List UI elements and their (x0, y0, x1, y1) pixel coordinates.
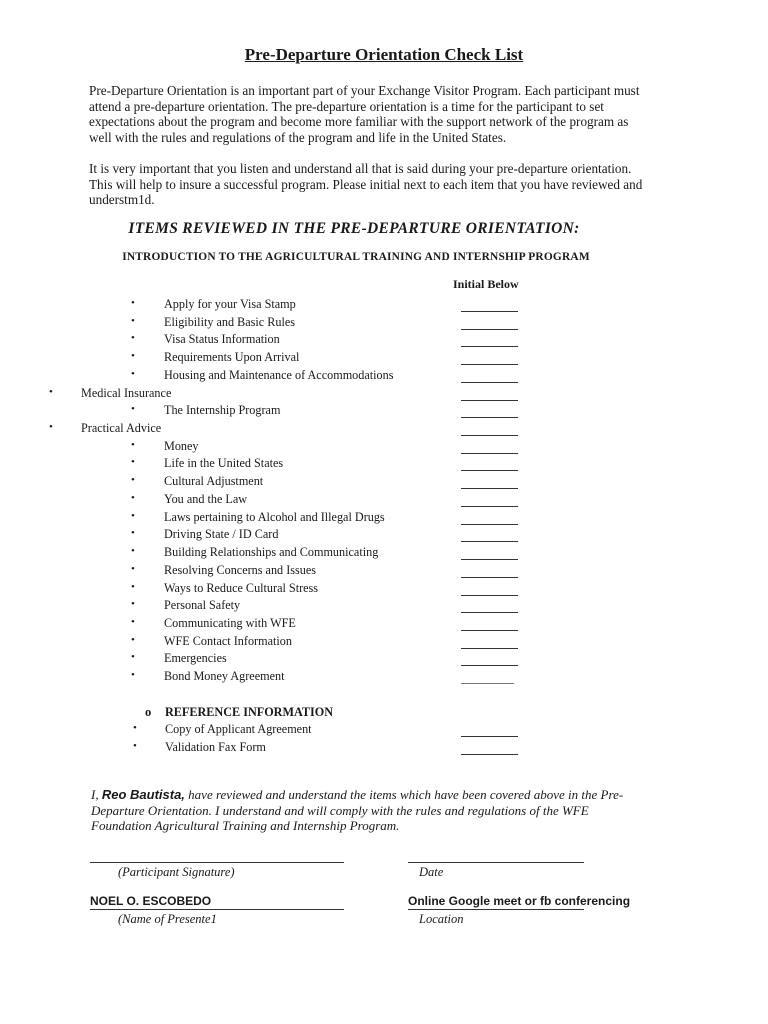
checklist-item-building-relationships-and-communicating (0, 545, 768, 562)
checklist-item-label: Cultural Adjustment (164, 474, 264, 488)
checklist-item-copy-of-applicant-agreement (0, 722, 768, 739)
page-title: Pre-Departure Orientation Check List (244, 45, 524, 64)
checklist-item-label: Copy of Applicant Agreement (165, 722, 312, 736)
checklist-item-eligibility-and-basic-rules (0, 315, 768, 332)
checklist-item-validation-fax-form (0, 740, 768, 757)
initial-line[interactable] (461, 488, 518, 489)
initial-line[interactable] (461, 648, 518, 649)
bullet-icon: • (131, 332, 135, 344)
checklist-item-label: Building Relationships and Communicating (164, 545, 379, 559)
checklist-item-resolving-concerns-and-issues (0, 563, 768, 580)
initial-line[interactable] (461, 382, 518, 383)
checklist-item-label: Eligibility and Basic Rules (164, 315, 296, 329)
bullet-icon: • (131, 474, 135, 486)
checklist-item-label: The Internship Program (164, 403, 281, 417)
participant-signature-line[interactable] (90, 862, 344, 863)
initial-line[interactable] (461, 524, 518, 525)
checklist-item-medical-insurance (0, 386, 768, 403)
bullet-icon: • (131, 368, 135, 380)
bullet-icon: • (131, 350, 135, 362)
initial-line[interactable] (461, 683, 514, 684)
bullet-icon: • (131, 439, 135, 451)
checklist-item-label: Emergencies (164, 651, 227, 665)
initial-line[interactable] (461, 754, 518, 755)
initial-line[interactable] (461, 400, 518, 401)
checklist-item-visa-status-information (0, 332, 768, 349)
bullet-icon: • (133, 722, 137, 734)
bullet-icon: • (131, 456, 135, 468)
initial-line[interactable] (461, 311, 518, 312)
checklist-item-requirements-upon-arrival (0, 350, 768, 367)
intro-paragraph-1: Pre-Departure Orientation is an important part of your Exchange Visitor Program. Each participant must attend a pre-departure orientation. The pre-departure orientation is a time for the participant to set expectations about the program and become more familiar with the support network of the program as well with the rules and regulations of the program and life in the United States. (89, 83, 640, 145)
checklist-item-the-internship-program (0, 403, 768, 420)
checklist-item-label: Personal Safety (164, 598, 241, 612)
checklist-item-label: Housing and Maintenance of Accommodations (164, 368, 394, 382)
bullet-icon: • (131, 616, 135, 628)
checklist-item-cultural-adjustment (0, 474, 768, 491)
initial-line[interactable] (461, 559, 518, 560)
participant-name: Reo Bautista, (101, 787, 185, 802)
bullet-icon: • (131, 315, 135, 327)
checklist-item-wfe-contact-information (0, 634, 768, 651)
bullet-icon: • (49, 421, 53, 433)
initial-line[interactable] (461, 665, 518, 666)
checklist-item-label: Life in the United States (164, 456, 284, 470)
checklist-item-emergencies (0, 651, 768, 668)
bullet-icon: • (49, 386, 53, 398)
presenter-name: NOEL O. ESCOBEDO (90, 894, 212, 908)
reference-heading-row (0, 705, 768, 722)
intro-paragraph-2: It is very important that you listen and understand all that is said during your pre-departure orientation. This will help to insure a successful program. Please initial next to each item that you have reviewed and understm1d. (89, 161, 643, 208)
checklist-item-label: Resolving Concerns and Issues (164, 563, 316, 577)
location-label: Location (419, 912, 464, 926)
checklist-item-label: Laws pertaining to Alcohol and Illegal Drugs (164, 510, 385, 524)
initial-line[interactable] (461, 736, 518, 737)
checklist-item-label: Apply for your Visa Stamp (164, 297, 296, 311)
acknowledgement-statement (91, 787, 651, 834)
location-value: Online Google meet or fb conferencing (408, 894, 631, 908)
bullet-icon: • (131, 297, 135, 309)
statement-prefix: I, (91, 787, 99, 802)
bullet-icon: • (133, 740, 137, 752)
checklist-item-life-in-the-united-states (0, 456, 768, 473)
checklist-item-ways-to-reduce-cultural-stress (0, 581, 768, 598)
checklist-item-label: Practical Advice (81, 421, 162, 435)
checklist-item-money (0, 439, 768, 456)
date-label: Date (419, 865, 444, 879)
checklist-item-label: Medical Insurance (81, 386, 172, 400)
initial-line[interactable] (461, 453, 518, 454)
checklist-item-driving-state-id-card (0, 527, 768, 544)
bullet-icon: • (131, 545, 135, 557)
initial-line[interactable] (461, 435, 518, 436)
reference-heading: REFERENCE INFORMATION (165, 705, 334, 719)
checklist-item-label: Bond Money Agreement (164, 669, 285, 683)
checklist-item-label: Driving State / ID Card (164, 527, 279, 541)
location-line[interactable] (408, 909, 584, 910)
presenter-name-label: (Name of Presente1 (118, 912, 217, 926)
checklist-item-label: Requirements Upon Arrival (164, 350, 300, 364)
checklist-item-label: Communicating with WFE (164, 616, 296, 630)
checklist-item-you-and-the-law (0, 492, 768, 509)
bullet-icon: • (131, 492, 135, 504)
checklist-item-label: You and the Law (164, 492, 248, 506)
checklist-item-label: Ways to Reduce Cultural Stress (164, 581, 319, 595)
initial-line[interactable] (461, 612, 518, 613)
section-heading: ITEMS REVIEWED IN THE PRE-DEPARTURE ORIENTATION: (128, 220, 580, 237)
checklist-item-label: Validation Fax Form (165, 740, 266, 754)
program-subheading: INTRODUCTION TO THE AGRICULTURAL TRAINING AND INTERNSHIP PROGRAM (122, 251, 590, 263)
initial-line[interactable] (461, 630, 518, 631)
bullet-icon: • (131, 563, 135, 575)
participant-signature-label: (Participant Signature) (118, 865, 235, 879)
bullet-icon: • (131, 581, 135, 593)
reference-marker: o (145, 705, 152, 719)
checklist-item-label: WFE Contact Information (164, 634, 292, 648)
bullet-icon: • (131, 510, 135, 522)
bullet-icon: • (131, 634, 135, 646)
bullet-icon: • (131, 598, 135, 610)
presenter-name-line[interactable] (90, 909, 344, 910)
initial-line[interactable] (461, 541, 518, 542)
checklist-item-label: Visa Status Information (164, 332, 280, 346)
initial-line[interactable] (461, 577, 518, 578)
initial-line[interactable] (461, 346, 518, 347)
initial-line[interactable] (461, 329, 518, 330)
bullet-icon: • (131, 527, 135, 539)
checklist-item-bond-money-agreement (0, 669, 768, 686)
checklist-item-apply-for-your-visa-stamp (0, 297, 768, 314)
initial-line[interactable] (461, 470, 518, 471)
bullet-icon: • (131, 651, 135, 663)
bullet-icon: • (131, 403, 135, 415)
initial-line[interactable] (461, 506, 518, 507)
initial-line[interactable] (461, 364, 518, 365)
checklist-item-housing-and-maintenance-of-accommodations (0, 368, 768, 385)
initial-line[interactable] (461, 595, 518, 596)
checklist-item-laws-pertaining-to-alcohol-and-illegal-drugs (0, 510, 768, 527)
initial-column-header: Initial Below (453, 277, 519, 291)
checklist-item-communicating-with-wfe (0, 616, 768, 633)
initial-line[interactable] (461, 417, 518, 418)
checklist-item-personal-safety (0, 598, 768, 615)
date-line[interactable] (408, 862, 584, 863)
statement-text: have reviewed and understand the items which have been covered above in the Pre-Departure Orientation. I understand and will comply with the rules and regulations of the WFE Foundation Agricultural Training and Internship Program. (91, 787, 624, 834)
checklist-item-label: Money (164, 439, 199, 453)
checklist-item-practical-advice (0, 421, 768, 438)
bullet-icon: • (131, 669, 135, 681)
